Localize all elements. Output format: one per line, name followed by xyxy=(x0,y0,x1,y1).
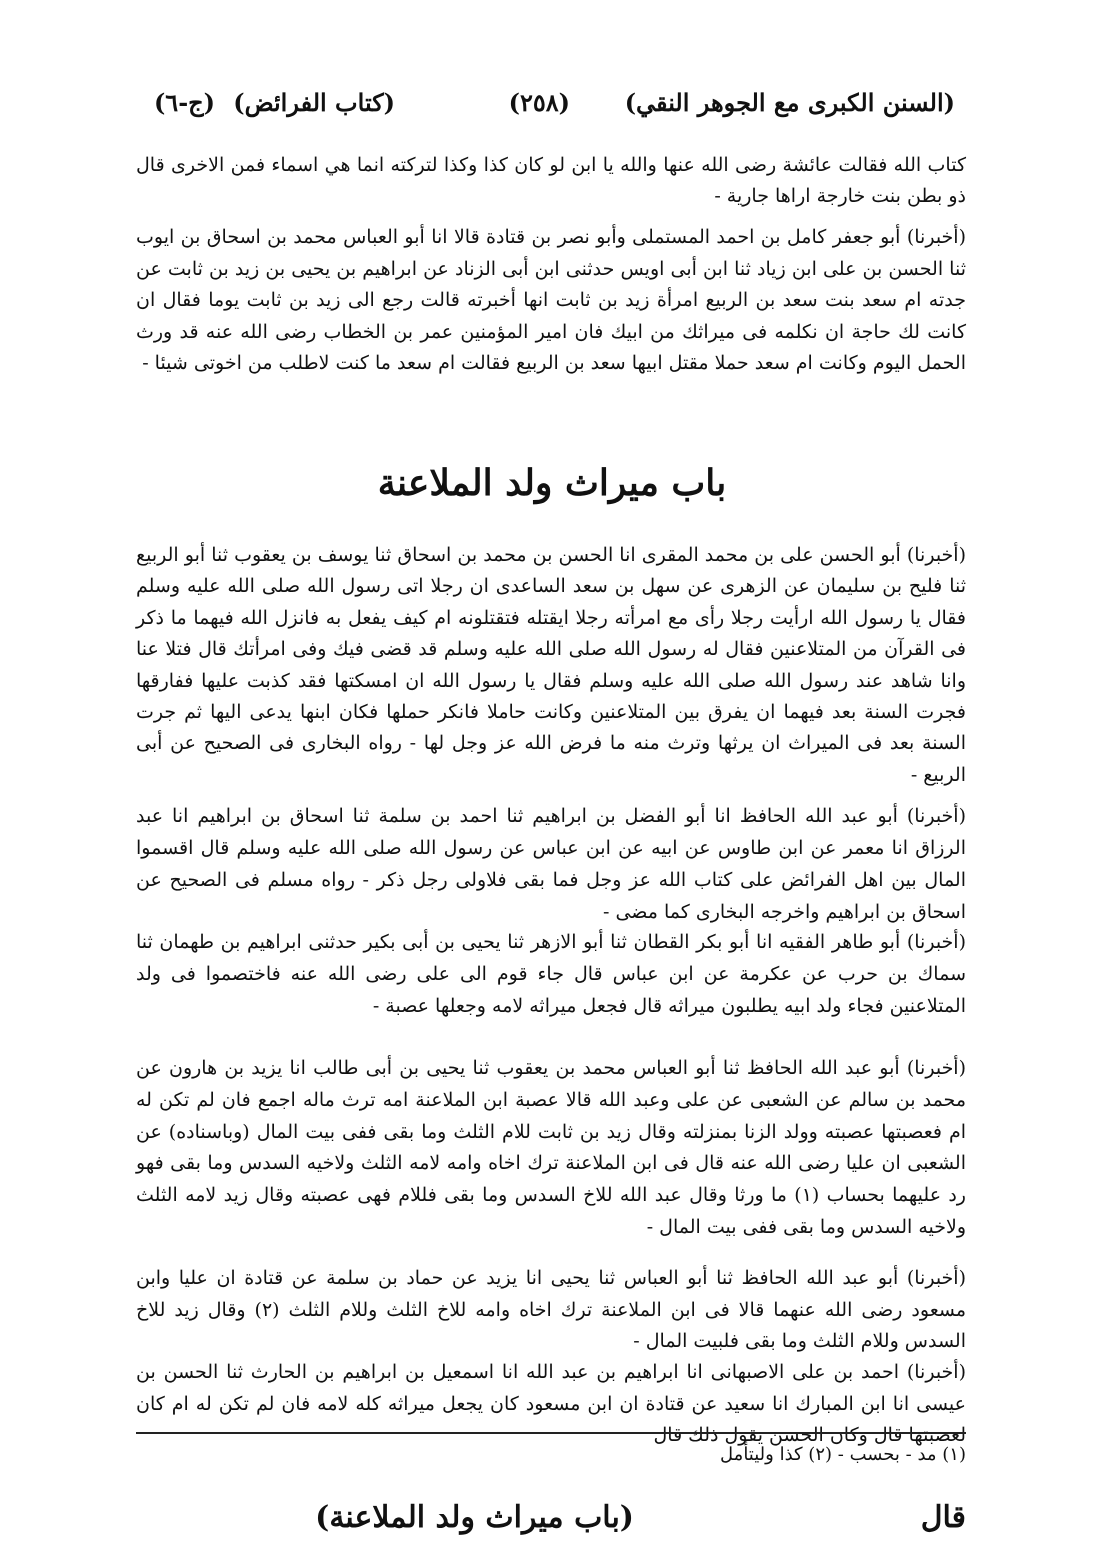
footnote-divider xyxy=(136,1432,966,1434)
paragraph-4: (أخبرنا) أبو عبد الله الحافظ انا أبو الفضل بن ابراهيم ثنا احمد بن سلمة ثنا اسحاق بن ابراهيم انا عبد الرزاق انا معمر عن ابن طاوس عن ابيه عن ابن عباس عن رسول الله صلى الله عليه وسلم قال اقسموا المال بين اهل الفرائض على كتاب الله عز وجل فما بقى فلاولى رجل ذكر - رواه مسلم فى الصحيح عن اسحاق بن ابراهيم واخرجه البخارى كما مضى - xyxy=(136,805,966,923)
paragraph-7: (أخبرنا) أبو عبد الله الحافظ ثنا أبو العباس ثنا يحيى انا يزيد عن حماد بن سلمة عن قتادة ان عليا وابن مسعود رضى الله عنهما قالا فى ابن الملاعنة ترك اخاه وامه للاخ الثلث وللام الثلث (٢) وقال زيد للاخ السدس وللام الثلث وما بقى فلبيت المال - xyxy=(136,1267,966,1352)
paragraph-1: كتاب الله فقالت عائشة رضى الله عنها والله يا ابن لو كان كذا وكذا لتركته انما هي اسماء فمن الاخرى قال ذو بطن بنت خارجة اراها جارية - xyxy=(136,154,966,207)
next-page-fragment xyxy=(0,1498,1104,1541)
header-book-title: (السنن الكبرى مع الجوهر النقي) xyxy=(624,88,955,117)
chapter-title: باب ميراث ولد الملاعنة xyxy=(377,462,727,504)
next-page-chapter-fragment: (باب ميراث ولد الملاعنة) xyxy=(315,1500,634,1535)
next-page-text-fragment: قال xyxy=(920,1500,966,1535)
paragraph-8: (أخبرنا) احمد بن على الاصبهانى انا ابراهيم بن عبد الله انا اسمعيل بن ابراهيم بن الحارث ثنا الحسن بن عيسى انا ابن المبارك انا سعيد عن قتادة ان ابن مسعود كان يجعل ميراثه كله لامه فان لم تكن له ام كان لعصبتها قال وكان الحسن يقول ذلك قال xyxy=(136,1361,966,1446)
paragraph-2: (أخبرنا) أبو جعفر كامل بن احمد المستملى وأبو نصر بن قتادة قالا انا أبو العباس محمد بن اسحاق بن ايوب ثنا الحسن بن على ابن زياد ثنا ابن أبى اويس حدثنى ابن أبى الزناد عن ابراهيم بن يحيى بن زيد بن ثابت عن جدته ام سعد بنت سعد بن الربيع امرأة زيد بن ثابت انها أخبرته قالت رجع الى زيد بن ثابت يوما فقال ان كانت لك حاجة ان نكلمه فى ميراثك من ابيك فان امير المؤمنين عمر بن الخطاب رضى الله عنه قد ورث الحمل اليوم وكانت ام سعد حملا مقتل ابيها سعد بن الربيع فقالت ام سعد ما كنت لاطلب من اخوتى شيئا - xyxy=(136,226,966,374)
paragraph-3: (أخبرنا) أبو الحسن على بن محمد المقرى انا الحسن بن محمد بن اسحاق ثنا يوسف بن يعقوب ثنا أبو الربيع ثنا فليح بن سليمان عن الزهرى عن سهل بن سعد الساعدى ان رجلا اتى رسول الله صلى الله عليه وسلم فقال يا رسول الله ارأيت رجلا رأى مع امرأته رجلا ايقتله فتقتلونه ام كيف يفعل به فانزل الله فيهما ما ذكر فى القرآن من المتلاعنين فقال له رسول الله صلى الله عليه وسلم قد قضى فيك وفى امرأتك قال فتلا عنا وانا شاهد عند رسول الله صلى الله عليه وسلم فقال يا رسول الله ان امسكتها فقد كذبت عليها ففارقها فجرت السنة بعد فيهما ان يفرق بين المتلاعنين وكانت حاملا فانكر حملها فكان ابنها يدعى اليها ثم جرت السنة بعد فى الميراث ان يرثها وترث منه ما فرض الله عز وجل لها - رواه البخارى فى الصحيح عن أبى الربيع - xyxy=(136,544,966,786)
header-volume: (ج-٦) xyxy=(153,88,215,117)
footnote: (١) مد - بحسب - (٢) كذا وليتأمل xyxy=(720,1444,966,1465)
page-header xyxy=(110,88,955,128)
header-page-number: (٢٥٨) xyxy=(508,88,570,117)
header-section-title: (كتاب الفرائض) xyxy=(233,88,395,117)
paragraph-6: (أخبرنا) أبو عبد الله الحافظ ثنا أبو العباس محمد بن يعقوب ثنا يحيى بن أبى طالب انا يزيد بن هارون عن محمد بن سالم عن الشعبى عن على وعبد الله قالا عصبة ابن الملاعنة امه ترث ماله اجمع فان لم تكن له ام فعصبتها عصبته وولد الزنا بمنزلته وقال زيد بن ثابت للام الثلث وما بقى ففى بيت المال (وباسناده) عن الشعبى ان عليا رضى الله عنه قال فى ابن الملاعنة ترك اخاه وامه لامه الثلث ولاخيه السدس وما بقى فهو رد عليهما بحساب (١) ما ورثا وقال عبد الله للاخ السدس وما بقى فللام فهى عصبته وقال زيد لامه الثلث ولاخيه السدس وما بقى ففى بيت المال - xyxy=(136,1057,966,1238)
paragraph-5: (أخبرنا) أبو طاهر الفقيه انا أبو بكر القطان ثنا أبو الازهر ثنا يحيى بن أبى بكير حدثنى ابراهيم بن طهمان ثنا سماك بن حرب عن عكرمة عن ابن عباس قال جاء قوم الى على رضى الله عنه فاختصموا فى ولد المتلاعنين فجاء ولد ابيه يطلبون ميراثه قال فجعل ميراثه لامه وجعلها عصبة - xyxy=(136,931,966,1017)
